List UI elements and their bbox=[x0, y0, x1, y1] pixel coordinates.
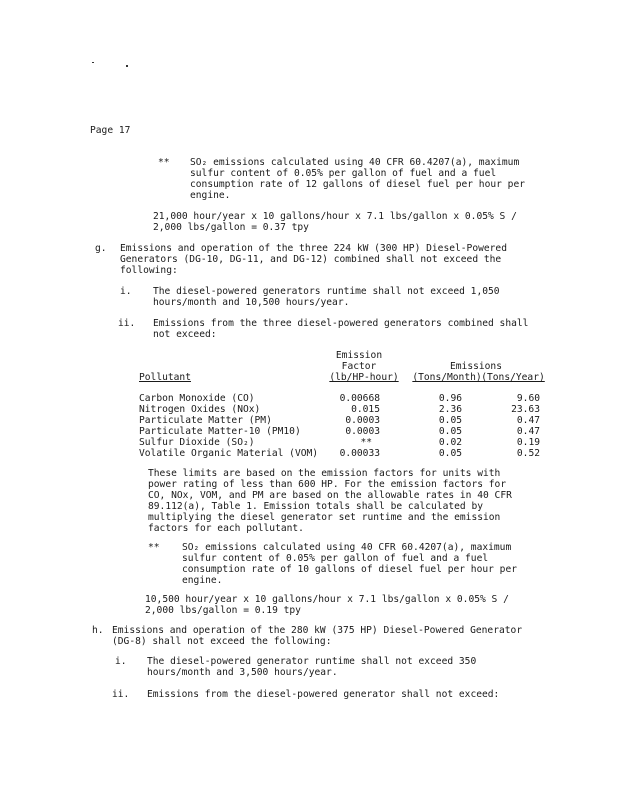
limits-line: multiplying the diesel generator set runtime and the emission bbox=[148, 512, 501, 523]
pollutant-cell: Volatile Organic Material (VOM) bbox=[139, 448, 319, 459]
page-label: Page 17 bbox=[90, 125, 131, 136]
factor-cell: ** bbox=[360, 437, 372, 448]
item-line: hours/month and 3,500 hours/year. bbox=[147, 667, 338, 678]
footnote-marker: ** bbox=[158, 157, 170, 168]
col-header-factor: Factor bbox=[341, 361, 377, 372]
col-header-factor-unit: (lb/HP-hour) bbox=[329, 372, 399, 383]
item-line: not exceed: bbox=[153, 329, 217, 340]
pollutant-cell: Sulfur Dioxide (SO₂) bbox=[139, 437, 255, 448]
year-cell: 0.52 bbox=[516, 448, 540, 459]
item-line: Emissions from the diesel-powered generator shall not exceed: bbox=[147, 689, 500, 700]
year-cell: 0.19 bbox=[516, 437, 540, 448]
item-line: The diesel-powered generator runtime shall not exceed 350 bbox=[147, 656, 477, 667]
footnote-line: sulfur content of 0.05% per gallon of fuel and a fuel bbox=[182, 553, 489, 564]
pollutant-cell: Particulate Matter-10 (PM10) bbox=[139, 426, 301, 437]
scan-mark bbox=[126, 65, 128, 67]
month-cell: 0.05 bbox=[438, 415, 462, 426]
month-cell: 0.96 bbox=[438, 393, 462, 404]
footnote-line: consumption rate of 12 gallons of diesel fuel per hour per bbox=[190, 179, 526, 190]
item-line: Emissions from the three diesel-powered generators combined shall bbox=[153, 318, 529, 329]
item-number: ii. bbox=[112, 689, 130, 700]
item-number: i. bbox=[115, 656, 127, 667]
limits-line: These limits are based on the emission factors for units with bbox=[148, 468, 501, 479]
factor-cell: 0.00033 bbox=[339, 448, 380, 459]
section-letter: g. bbox=[95, 243, 107, 254]
footnote-marker: ** bbox=[148, 542, 160, 553]
pollutant-cell: Particulate Matter (PM) bbox=[139, 415, 272, 426]
footnote-line: sulfur content of 0.05% per gallon of fuel and a fuel bbox=[190, 168, 497, 179]
footnote-line: engine. bbox=[190, 190, 231, 201]
col-header-tons-year: (Tons/Year) bbox=[481, 372, 545, 383]
factor-cell: 0.00668 bbox=[339, 393, 380, 404]
month-cell: 2.36 bbox=[438, 404, 462, 415]
section-line: following: bbox=[120, 265, 178, 276]
section-line: Generators (DG-10, DG-11, and DG-12) combined shall not exceed the bbox=[120, 254, 502, 265]
item-line: The diesel-powered generators runtime shall not exceed 1,050 bbox=[153, 286, 500, 297]
pollutant-cell: Nitrogen Oxides (NOx) bbox=[139, 404, 261, 415]
scan-mark bbox=[92, 62, 94, 63]
calculation-line: 10,500 hour/year x 10 gallons/hour x 7.1 lbs/gallon x 0.05% S / bbox=[145, 594, 509, 605]
year-cell: 0.47 bbox=[516, 415, 540, 426]
limits-line: power rating of less than 600 HP. For the emission factors for bbox=[148, 479, 507, 490]
section-line: (DG-8) shall not exceed the following: bbox=[112, 636, 332, 647]
pollutant-cell: Carbon Monoxide (CO) bbox=[139, 393, 255, 404]
calculation-line: 21,000 hour/year x 10 gallons/hour x 7.1 lbs/gallon x 0.05% S / bbox=[153, 211, 517, 222]
section-line: Emissions and operation of the 280 kW (375 HP) Diesel-Powered Generator bbox=[112, 625, 523, 636]
calculation-line: 2,000 lbs/gallon = 0.19 tpy bbox=[145, 605, 301, 616]
section-line: Emissions and operation of the three 224 kW (300 HP) Diesel-Powered bbox=[120, 243, 507, 254]
limits-line: factors for each pollutant. bbox=[148, 523, 304, 534]
footnote-line: SO₂ emissions calculated using 40 CFR 60.4207(a), maximum bbox=[190, 157, 520, 168]
month-cell: 0.05 bbox=[438, 426, 462, 437]
year-cell: 0.47 bbox=[516, 426, 540, 437]
footnote-line: consumption rate of 10 gallons of diesel fuel per hour per bbox=[182, 564, 518, 575]
month-cell: 0.05 bbox=[438, 448, 462, 459]
footnote-line: engine. bbox=[182, 575, 223, 586]
year-cell: 23.63 bbox=[511, 404, 540, 415]
footnote-line: SO₂ emissions calculated using 40 CFR 60.4207(a), maximum bbox=[182, 542, 512, 553]
factor-cell: 0.0003 bbox=[345, 415, 380, 426]
year-cell: 9.60 bbox=[516, 393, 540, 404]
col-header-pollutant: Pollutant bbox=[139, 372, 191, 383]
item-line: hours/month and 10,500 hours/year. bbox=[153, 297, 350, 308]
item-number: i. bbox=[120, 286, 132, 297]
factor-cell: 0.0003 bbox=[345, 426, 380, 437]
calculation-line: 2,000 lbs/gallon = 0.37 tpy bbox=[153, 222, 309, 233]
item-number: ii. bbox=[118, 318, 136, 329]
col-header-emissions: Emissions bbox=[450, 361, 502, 372]
col-header-tons-month: (Tons/Month) bbox=[412, 372, 482, 383]
month-cell: 0.02 bbox=[438, 437, 462, 448]
section-letter: h. bbox=[92, 625, 104, 636]
limits-line: 89.112(a), Table 1. Emission totals shall be calculated by bbox=[148, 501, 484, 512]
factor-cell: 0.015 bbox=[351, 404, 380, 415]
limits-line: CO, NOx, VOM, and PM are based on the allowable rates in 40 CFR bbox=[148, 490, 512, 501]
col-header-factor: Emission bbox=[335, 350, 383, 361]
